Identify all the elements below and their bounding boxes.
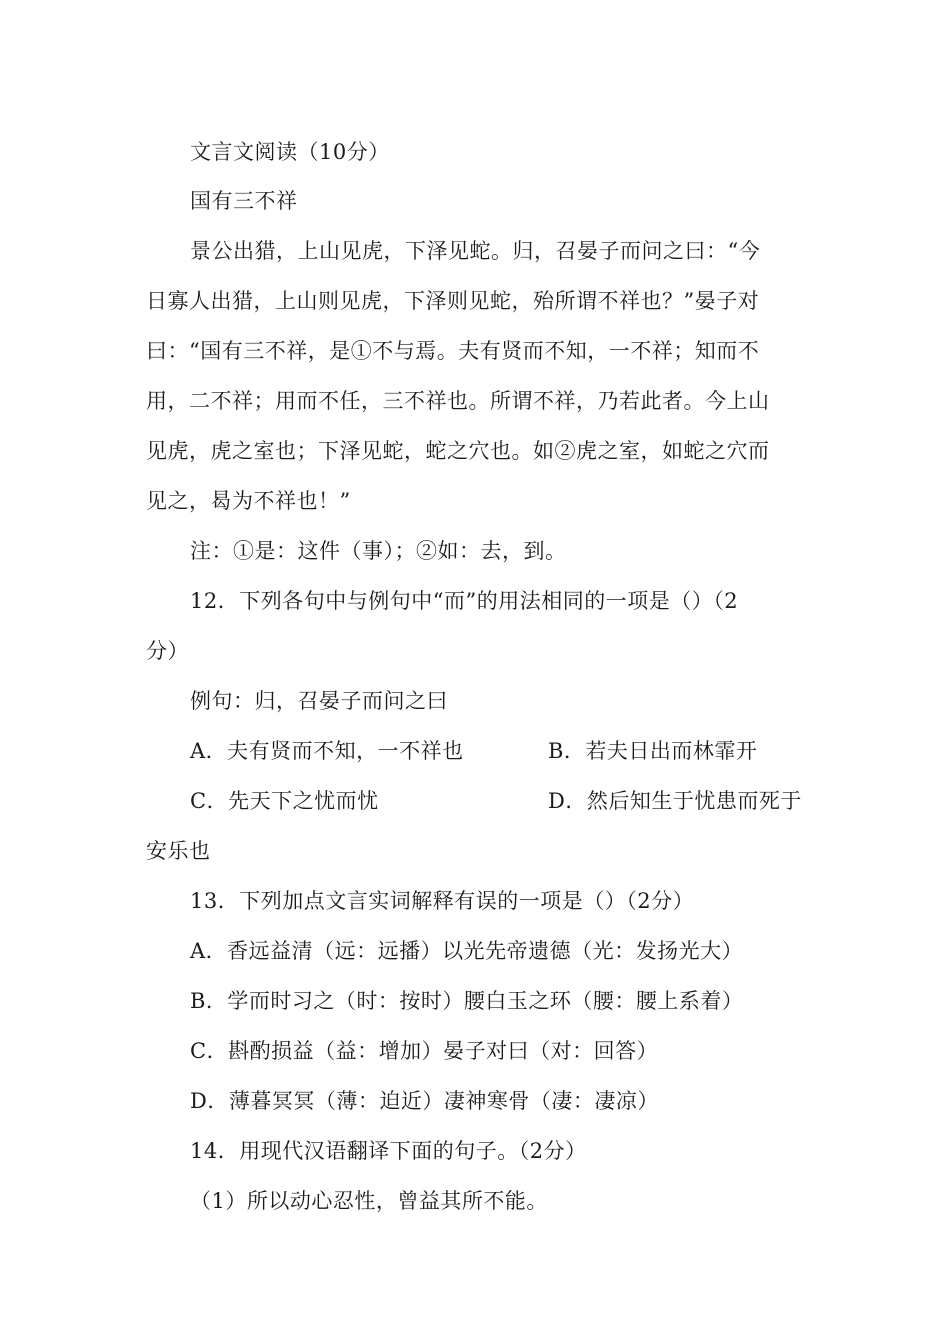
q14-item-1: （1）所以动心忍性，曾益其所不能。 xyxy=(190,1189,548,1213)
q12-stem-continued: 分） xyxy=(146,639,189,663)
passage-line: 日寡人出猎，上山则见虎，下泽则见蛇，殆所谓不祥也？”晏子对 xyxy=(146,289,760,313)
q12-stem: 12．下列各句中与例句中“而”的用法相同的一项是（）（2 xyxy=(190,589,739,613)
q12-option-d: D．然后知生于忧患而死于 xyxy=(548,789,802,813)
section-heading: 文言文阅读（10分） xyxy=(190,140,390,164)
q13-option-c: C．斟酌损益（益：增加）晏子对曰（对：回答） xyxy=(190,1039,659,1063)
q14-stem: 14．用现代汉语翻译下面的句子。（2分） xyxy=(190,1139,587,1163)
q13-option-a: A．香远益清（远：远播）以光先帝遗德（光：发扬光大） xyxy=(190,939,744,963)
passage-line: 曰：“国有三不祥，是①不与焉。夫有贤而不知，一不祥；知而不 xyxy=(146,339,760,363)
passage-title: 国有三不祥 xyxy=(190,189,298,213)
q13-stem: 13．下列加点文言实词解释有误的一项是（）（2分） xyxy=(190,889,695,913)
q13-option-d: D．薄暮冥冥（薄：迫近）凄神寒骨（凄：凄凉） xyxy=(190,1089,659,1113)
q12-option-a: A．夫有贤而不知，一不祥也 xyxy=(190,739,464,763)
q12-option-d-continued: 安乐也 xyxy=(146,839,211,863)
passage-line: 景公出猎，上山见虎，下泽见蛇。归，召晏子而问之曰：“今 xyxy=(190,239,761,263)
passage-line: 见之，曷为不祥也！” xyxy=(146,489,351,513)
q12-option-b: B．若夫日出而林霏开 xyxy=(548,739,758,763)
q13-option-b: B．学而时习之（时：按时）腰白玉之环（腰：腰上系着） xyxy=(190,989,744,1013)
q12-option-c: C．先天下之忧而忧 xyxy=(190,789,379,813)
passage-line: 用，二不祥；用而不任，三不祥也。所谓不祥，乃若此者。今上山 xyxy=(146,389,770,413)
passage-line: 见虎，虎之室也；下泽见蛇，蛇之穴也。如②虎之室，如蛇之穴而 xyxy=(146,439,770,463)
q12-example: 例句：归，召晏子而问之曰 xyxy=(190,689,448,713)
passage-note: 注：①是：这件（事）；②如：去，到。 xyxy=(190,539,567,563)
